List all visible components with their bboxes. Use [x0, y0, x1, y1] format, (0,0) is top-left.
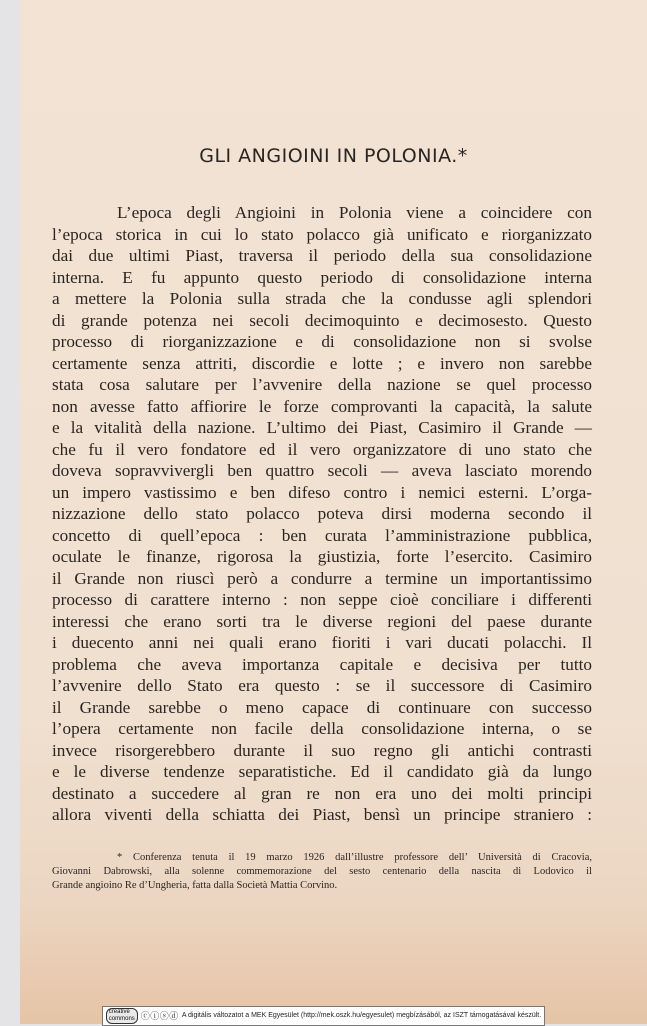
body-line: nizzazione dello stato polacco poteva dirsi moderna secondo il	[52, 504, 592, 523]
body-line: e la vitalità della nazione. L’ultimo dei Piast, Casimiro il Grande —	[52, 418, 592, 437]
body-line: un impero vastissimo e ben difeso contro i nemici esterni. L’orga-	[52, 482, 592, 502]
body-line: doveva sopravvivergli ben quattro secoli — aveva lasciato morendo	[52, 461, 592, 480]
body-line: l’epoca storica in cui lo stato polacco già unificato e riorganizzato	[52, 224, 592, 244]
body-line: destinato a succedere al gran re non era uno dei molti principi	[52, 783, 592, 803]
license-banner[interactable]	[102, 1006, 545, 1026]
body-line: stata cosa salutare per l’avvenire della nazione se quel processo	[52, 375, 592, 394]
body-line: interna. E fu appunto questo periodo di consolidazione interna	[52, 267, 592, 287]
license-icons: ⓒⓘⓢⓓ	[140, 1011, 179, 1021]
body-line: interessi che erano sorti tra le diverse regioni del paese durante	[52, 611, 592, 631]
body-line: oculate le finanze, rigorosa la giustizia, forte l’esercito. Casimiro	[52, 547, 592, 566]
body-line: i duecento anni nei quali erano fioriti i vari ducati polacchi. Il	[52, 633, 592, 652]
body-line: problema che aveva importanza capitale e decisiva per tutto	[52, 654, 592, 674]
document-page	[20, 0, 647, 1024]
body-line: L’epoca degli Angioini in Polonia viene a coincidere con	[117, 203, 592, 222]
creative-commons-logo-icon[interactable]: creative commons	[106, 1008, 138, 1024]
footnote-line: * Conferenza tenuta il 19 marzo 1926 dall’illustre professore dell’ Università di Cracovia,	[117, 852, 592, 863]
body-line: che fu il vero fondatore ed il vero organizzatore di uno stato che	[52, 439, 592, 459]
license-text: A digitális változatot a MEK Egyesület (http://mek.oszk.hu/egyesulet) megbízásából, az ISZT támogatásával készült.	[181, 1012, 542, 1019]
body-line: il Grande sarebbe o meno capace di continuare con successo	[52, 697, 592, 717]
page-title: GLI ANGIOINI IN POLONIA.*	[199, 145, 468, 167]
body-line: dai due ultimi Piast, traversa il periodo della sua consolidazione	[52, 246, 592, 265]
body-line: concetto di quell’epoca : ben curata l’amministrazione pubblica,	[52, 525, 592, 545]
body-line: processo di riorganizzazione e di consolidazione non si svolse	[52, 332, 592, 351]
body-line: processo di carattere interno : non seppe cioè conciliare i differenti	[52, 590, 592, 609]
body-line: l’opera certamente non facile della consolidazione interna, o se	[52, 719, 592, 738]
body-text	[52, 202, 592, 826]
body-line: l’avvenire dello Stato era questo : se il successore di Casimiro	[52, 676, 592, 695]
body-line: allora viventi della schiatta dei Piast, bensì un principe straniero :	[52, 805, 592, 824]
footnote	[52, 851, 592, 893]
footer-bar	[0, 1007, 647, 1024]
body-line: il Grande non riuscì però a condurre a termine un importantissimo	[52, 568, 592, 588]
body-line: non avesse fatto affiorire le forze comprovanti la capacità, la salute	[52, 396, 592, 416]
body-line: di grande potenza nei secoli decimoquinto e decimosesto. Questo	[52, 310, 592, 330]
footnote-line: Grande angioino Re d’Ungheria, fatta dalla Società Mattia Corvino.	[52, 880, 338, 891]
body-line: certamente senza attriti, discordie e lotte ; e invero non sarebbe	[52, 353, 592, 373]
body-line: invece risorgerebbero durante il suo regno gli antichi contrasti	[52, 740, 592, 760]
body-line: a mettere la Polonia sulla strada che la condusse agli splendori	[52, 289, 592, 308]
body-line: e le diverse tendenze separatistiche. Ed il candidato già da lungo	[52, 762, 592, 781]
footnote-line: Giovanni Dabrowski, alla solenne commemorazione del sesto centenario della nascita di Lodovico il	[52, 866, 592, 877]
